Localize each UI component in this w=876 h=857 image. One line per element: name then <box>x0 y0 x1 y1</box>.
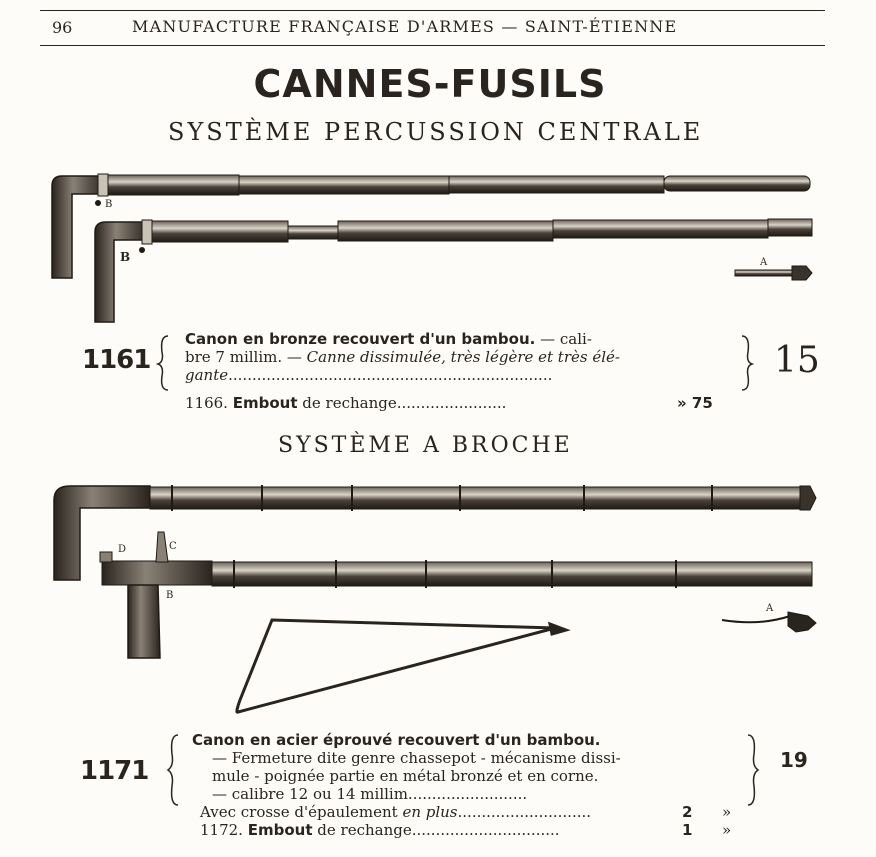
cane-illustration-4 <box>100 532 812 658</box>
page-number: 96 <box>52 18 73 37</box>
label-d: D <box>118 544 127 555</box>
running-title: MANUFACTURE FRANÇAISE D'ARMES — SAINT-ÉTIENNE <box>132 17 678 36</box>
spare-1166-text: de rechange....................... <box>297 394 507 412</box>
spare-1172-ref: 1172. <box>200 821 243 839</box>
cane-illustration-2 <box>95 219 812 322</box>
extra-stock-price: 2 <box>682 803 693 821</box>
label-a-tip1: A <box>760 257 768 268</box>
item-price-1171: 19 <box>780 748 808 772</box>
item-ref-1161: 1161 <box>82 345 151 375</box>
spare-1172-text: de rechange............................... <box>312 821 560 839</box>
label-a-tip2: A <box>766 603 774 614</box>
item-desc-1161-line1: — cali- <box>535 330 592 348</box>
item-desc-1161-bold: Canon en bronze recouvert d'un bambou. <box>185 330 536 348</box>
item-desc-1171-line4: — calibre 12 ou 14 millim......................... <box>212 785 528 803</box>
spare-1172-unit: » <box>722 821 732 839</box>
label-c: C <box>169 541 177 552</box>
extra-stock-line <box>200 803 760 821</box>
item-desc-1161-line3: gante <box>185 366 229 384</box>
extra-stock-unit: » <box>722 803 732 821</box>
spare-1166-ref: 1166. <box>185 394 228 412</box>
item-ref-1171: 1171 <box>80 756 149 786</box>
page-title: CANNES-FUSILS <box>253 62 607 106</box>
item-desc-1171-line3: mule - poignée partie en métal bronzé et en corne. <box>212 767 599 785</box>
spare-tip-illustration-2 <box>722 612 816 632</box>
spare-1172-price: 1 <box>682 821 693 839</box>
spare-1172 <box>200 821 760 839</box>
item-desc-1161 <box>185 330 735 384</box>
item-desc-1171-bold: Canon en acier éprouvé recouvert d'un bambou. <box>192 731 601 749</box>
item-desc-1161-line2: bre 7 millim. — <box>185 348 307 366</box>
spare-1172-bold: Embout <box>247 821 313 839</box>
item-desc-1161-dots: .................................................................... <box>228 366 553 384</box>
spare-1166-bold: Embout <box>232 394 298 412</box>
item-desc-1171 <box>192 731 752 803</box>
extra-stock-italic: en plus <box>402 803 458 821</box>
extra-stock-dots: ............................ <box>457 803 592 821</box>
section2-heading: SYSTÈME A BROCHE <box>278 433 573 458</box>
item-price-1161: 15 <box>774 340 820 381</box>
extra-stock-text: Avec crosse d'épaulement <box>200 803 403 821</box>
spare-1166-price: » 75 <box>677 394 713 412</box>
item-desc-1161-line2-italic: Canne dissimulée, très légère et très élé- <box>306 348 620 366</box>
spare-tip-illustration-1 <box>735 266 812 280</box>
section1-heading: SYSTÈME PERCUSSION CENTRALE <box>168 118 704 146</box>
spare-1166 <box>185 394 745 412</box>
label-b-cane1: B <box>105 199 113 210</box>
label-b-mech: B <box>166 590 174 601</box>
label-b-cane2: B <box>120 250 131 264</box>
item-desc-1171-line2: — Fermeture dite genre chassepot - mécanisme dissi- <box>212 749 621 767</box>
shoulder-stock-illustration <box>237 620 566 712</box>
